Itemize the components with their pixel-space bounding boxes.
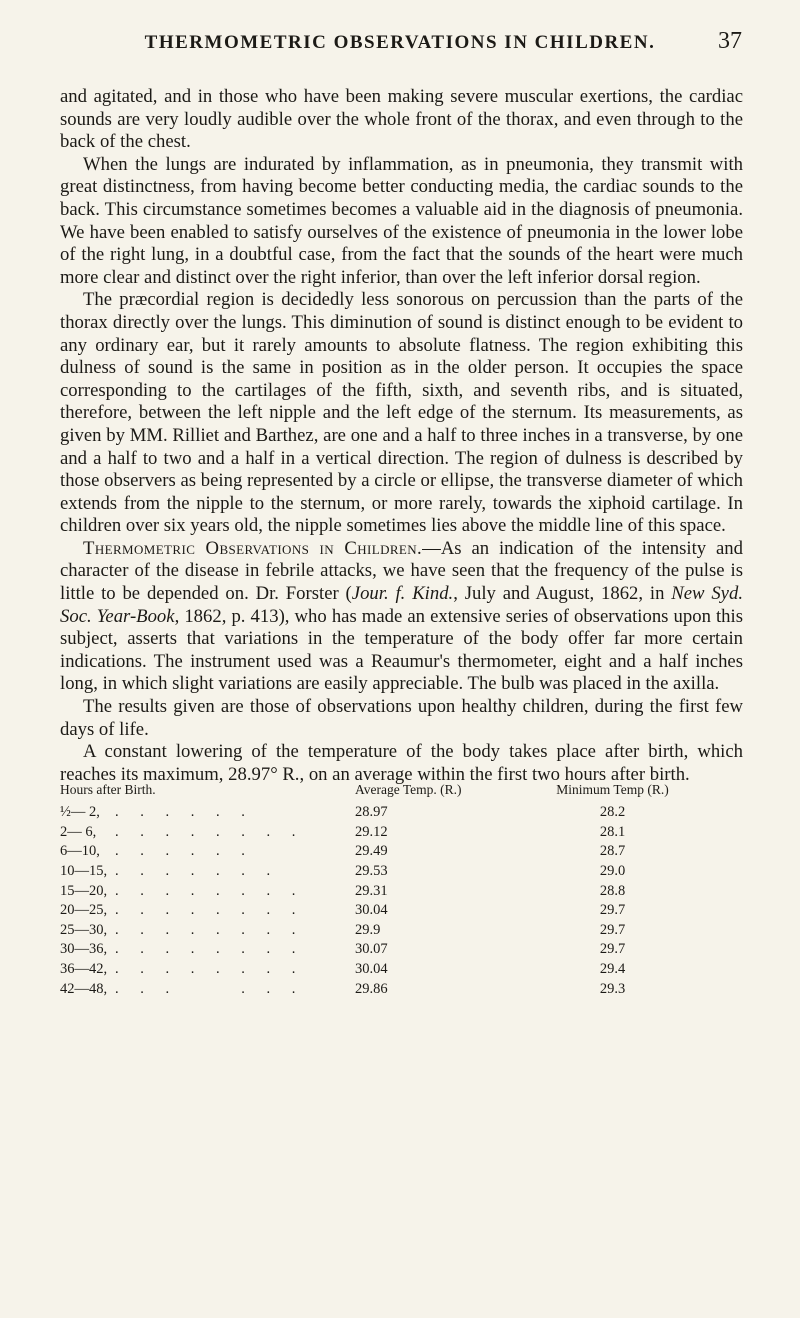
table-cell-min: 28.2 — [599, 804, 626, 821]
table-cell-avg: 29.53 — [355, 863, 388, 880]
section-heading: Thermometric Observations in Children. — [83, 537, 423, 559]
table-cell-hours: 30—36, — [60, 941, 108, 958]
table-cell-avg: 30.04 — [355, 902, 388, 919]
table-cell-avg: 29.9 — [355, 921, 381, 938]
table-cell-min: 29.7 — [599, 921, 626, 938]
citation: Jour. f. Kind. — [351, 583, 454, 605]
table-row — [60, 842, 750, 862]
table-cell-avg: 29.49 — [355, 843, 388, 860]
text-run: , July and August, 1862, in — [453, 583, 672, 605]
paragraph: and agitated, and in those who have been making severe muscular exertions, the cardiac sounds are very loudly audible over the whole front of the thorax, and even through to the back of the chest. — [60, 86, 743, 153]
table-cell-min: 29.7 — [599, 941, 626, 958]
table-cell-min: 28.7 — [599, 843, 626, 860]
temperature-table — [60, 782, 750, 999]
text-run: , 1862, p. 413), who has made an extensive series of observations upon this subject, asserts that variations in the temperature of the body offer far more certain indications. The instrument used was a Reaumur's thermometer, eight and a half inches long, in which slight variations are easily appreciable. The bulb was placed in the axilla. — [60, 605, 743, 695]
table-cell-avg: 28.97 — [355, 804, 388, 821]
paragraph: A constant lowering of the temperature of the body takes place after birth, which reaches its maximum, 28.97° R., on an average within the first two hours after birth. — [60, 741, 743, 785]
table-cell-avg: 29.86 — [355, 980, 388, 997]
table-cell-dots: . . . . . . . . — [115, 823, 305, 840]
table-cell-hours: 10—15, — [60, 863, 108, 880]
column-header: Average Temp. (R.) — [355, 782, 462, 797]
body-text — [60, 86, 743, 786]
table-cell-min: 28.8 — [599, 882, 626, 899]
table-cell-dots: . . . . . . . . — [115, 921, 305, 938]
running-title: THERMOMETRIC OBSERVATIONS IN CHILDREN. — [144, 32, 656, 53]
table-row — [60, 960, 750, 980]
table-cell-min: 29.4 — [599, 961, 626, 978]
column-header: Hours after Birth. — [60, 782, 156, 797]
citation: New Syd. Soc. Year-Book — [60, 583, 743, 627]
table-cell-dots: . . . . . . . . — [115, 902, 305, 919]
table-cell-hours: 2— 6, — [60, 823, 97, 840]
table-cell-avg: 29.31 — [355, 882, 388, 899]
table-cell-dots: . . . . . . . . — [115, 961, 305, 978]
paragraph — [60, 538, 743, 696]
table-header-row — [60, 782, 750, 803]
table-cell-min: 29.7 — [599, 902, 626, 919]
table-body — [60, 803, 750, 999]
table-row — [60, 862, 750, 882]
table-row — [60, 979, 750, 999]
table-cell-hours: 36—42, — [60, 961, 108, 978]
table-cell-hours: 20—25, — [60, 902, 108, 919]
table-cell-dots: . . . . . . — [115, 980, 305, 997]
table-cell-hours: 15—20, — [60, 882, 108, 899]
table-row — [60, 901, 750, 921]
table-cell-hours: 6—10, — [60, 843, 100, 860]
table-row — [60, 803, 750, 823]
column-header: Minimum Temp (R.) — [556, 782, 669, 797]
table-cell-dots: . . . . . . — [115, 804, 254, 821]
table-cell-min: 29.0 — [599, 863, 626, 880]
table-cell-hours: 25—30, — [60, 921, 108, 938]
paragraph: The præcordial region is decidedly less sonorous on percussion than the parts of the thorax directly over the lungs. This diminution of sound is distinct enough to be evident to any ordinary ear, but it rarely amounts to absolute flatness. The region exhibiting this dulness of sound is the same in position as in the older person. It occupies the space corresponding to the cartilages of the fifth, sixth, and seventh ribs, and is situated, therefore, between the left nipple and the left edge of the sternum. Its measurements, as given by MM. Rilliet and Barthez, are one and a half to three inches in a transverse, by one and a half to two and a half in a vertical direction. The region of dulness is described by those observers as being represented by a circle or ellipse, the transverse diameter of which extends from the nipple to the sternum, or more rarely, towards the xiphoid cartilage. In children over six years old, the nipple sometimes lies above the middle line of this space. — [60, 289, 743, 537]
table-cell-dots: . . . . . . . . — [115, 941, 305, 958]
table-cell-dots: . . . . . . . — [115, 863, 280, 880]
table-row — [60, 940, 750, 960]
table-cell-min: 28.1 — [599, 823, 626, 840]
paragraph: When the lungs are indurated by inflammation, as in pneumonia, they transmit with great distinctness, from having become better conducting media, the cardiac sounds to the back. This circumstance sometimes becomes a valuable aid in the diagnosis of pneumonia. We have been enabled to satisfy ourselves of the existence of pneumonia in the lower lobe of the right lung, in a doubtful case, from the fact that the sounds of the heart were much more clear and distinct over the right inferior, than over the left inferior dorsal region. — [60, 153, 743, 288]
table-cell-avg: 30.04 — [355, 961, 388, 978]
table-cell-avg: 30.07 — [355, 941, 388, 958]
table-row — [60, 881, 750, 901]
running-header — [60, 28, 742, 62]
table-cell-avg: 29.12 — [355, 823, 388, 840]
table-cell-min: 29.3 — [599, 980, 626, 997]
table-cell-dots: . . . . . . . . — [115, 882, 305, 899]
table-row — [60, 921, 750, 941]
page-number: 37 — [718, 28, 742, 54]
table-cell-hours: ½— 2, — [60, 804, 100, 821]
table-cell-dots: . . . . . . — [115, 843, 254, 860]
paragraph: The results given are those of observations upon healthy children, during the first few days of life. — [60, 696, 743, 740]
table-row — [60, 823, 750, 843]
table-cell-hours: 42—48, — [60, 980, 108, 997]
text-run: —As an indication of the intensity and character of the disease in febrile attacks, we have seen that the frequency of the pulse is little to be depended on. Dr. Forster ( — [60, 537, 743, 605]
